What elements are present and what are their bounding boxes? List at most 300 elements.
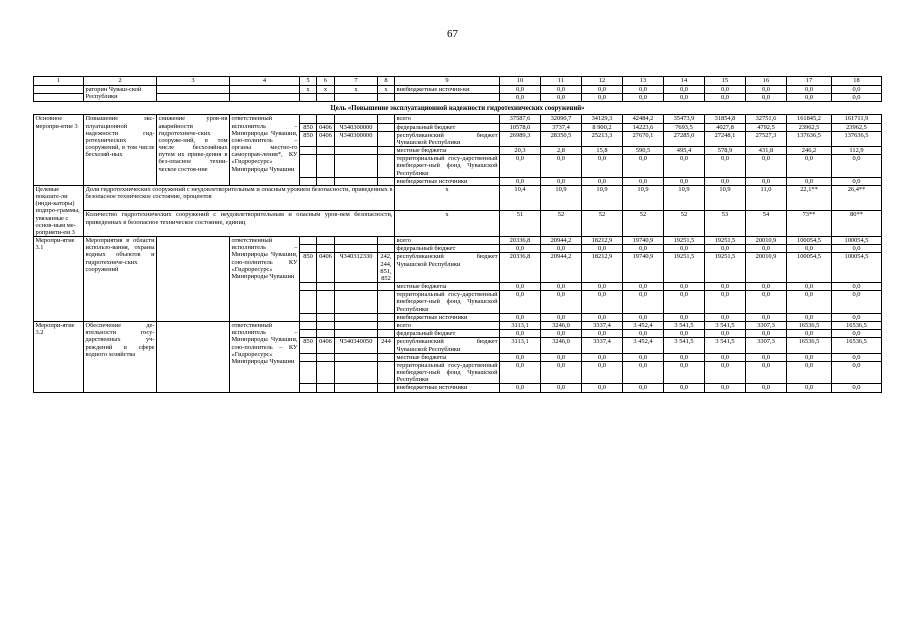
executor: ответственный исполнитель – Минприроды Чувашии, сою-полнитель – КУ «Гидроресурс» Минприроды Чувашии bbox=[230, 321, 300, 392]
budget-code bbox=[317, 291, 335, 314]
budget-code bbox=[317, 283, 335, 291]
budget-code bbox=[335, 147, 378, 155]
amount: 3 452,4 bbox=[623, 338, 664, 353]
budget-code bbox=[378, 313, 395, 321]
budget-code: 244 bbox=[378, 338, 395, 353]
amount: 0,0 bbox=[832, 94, 882, 102]
amount: 3 541,5 bbox=[705, 321, 746, 329]
amount: 0,0 bbox=[832, 283, 882, 291]
column-number: 9 bbox=[395, 77, 500, 86]
amount: 42484,2 bbox=[623, 115, 664, 123]
target-value: 10,9 bbox=[705, 185, 746, 211]
amount: 3113,1 bbox=[500, 338, 541, 353]
amount: 0,0 bbox=[500, 94, 541, 102]
amount: 20944,2 bbox=[541, 237, 582, 245]
amount: 3 541,5 bbox=[705, 338, 746, 353]
target-value: 10,9 bbox=[582, 185, 623, 211]
funding-source: внебюджетные источни-ки bbox=[395, 86, 500, 94]
amount: 0,0 bbox=[832, 353, 882, 361]
amount: 0,0 bbox=[623, 155, 664, 178]
table-cell bbox=[378, 94, 395, 102]
funding-source: внебюджетные источники bbox=[395, 313, 500, 321]
amount: 16536,5 bbox=[787, 338, 832, 353]
target-value: 10,9 bbox=[541, 185, 582, 211]
column-number: 11 bbox=[541, 77, 582, 86]
budget-code bbox=[378, 330, 395, 338]
amount: 20010,9 bbox=[746, 253, 787, 283]
amount: 16536,5 bbox=[787, 321, 832, 329]
measure-name: Повышение экс-плуатационной надежности гид-ротехнических сооружений, в том числе бесхозяй-ных bbox=[84, 115, 157, 186]
amount: 3307,3 bbox=[746, 321, 787, 329]
amount: 19251,5 bbox=[705, 237, 746, 245]
funding-source: республиканский бюджет Чувашской Республики bbox=[396, 131, 498, 146]
amount: 0,0 bbox=[500, 384, 541, 392]
amount: 0,0 bbox=[582, 245, 623, 253]
budget-code bbox=[300, 353, 317, 361]
table-row bbox=[34, 237, 882, 245]
budget-code: x bbox=[300, 86, 317, 94]
amount: 0,0 bbox=[582, 291, 623, 314]
column-number: 10 bbox=[500, 77, 541, 86]
funding-source: федеральный бюджет bbox=[395, 330, 500, 338]
budget-code bbox=[378, 123, 395, 131]
amount: 0,0 bbox=[832, 313, 882, 321]
budget-code bbox=[378, 384, 395, 392]
amount: 16536,5 bbox=[832, 321, 882, 329]
amount: 0,0 bbox=[746, 86, 787, 94]
amount: 4027,8 bbox=[705, 123, 746, 131]
budget-code bbox=[335, 245, 378, 253]
amount: 0,0 bbox=[746, 94, 787, 102]
target-value: 10,9 bbox=[664, 185, 705, 211]
target-value: 53 bbox=[705, 211, 746, 237]
amount: 0,0 bbox=[582, 86, 623, 94]
amount: 20,3 bbox=[500, 147, 541, 155]
table-cell bbox=[230, 94, 300, 102]
funding-source: всего bbox=[395, 321, 500, 329]
column-number: 8 bbox=[378, 77, 395, 86]
funding-source: внебюджетные источники bbox=[395, 177, 500, 185]
amount: 0,0 bbox=[623, 291, 664, 314]
amount: 25213,3 bbox=[582, 131, 623, 146]
amount: 0,0 bbox=[664, 245, 705, 253]
table-cell bbox=[317, 94, 335, 102]
amount: 19740,9 bbox=[623, 253, 664, 283]
amount: 0,0 bbox=[746, 177, 787, 185]
budget-code: 0406 bbox=[317, 123, 335, 131]
target-text: Количество гидротехнических сооружений с неудовлетворительным и опасным уров-нем безопасности, приведенных в безопасное техническое состояние, единиц bbox=[84, 211, 395, 237]
column-number: 6 bbox=[317, 77, 335, 86]
expected-result bbox=[157, 237, 230, 322]
budget-code bbox=[335, 115, 378, 123]
column-number: 3 bbox=[157, 77, 230, 86]
page-number: 67 bbox=[447, 28, 458, 40]
amount: 0,0 bbox=[705, 384, 746, 392]
budget-code bbox=[300, 321, 317, 329]
table-row bbox=[34, 321, 882, 329]
budget-code: x bbox=[378, 86, 395, 94]
amount: 3737,4 bbox=[541, 123, 582, 131]
target-value: 11,0 bbox=[746, 185, 787, 211]
budget-code bbox=[300, 155, 317, 178]
expected-result bbox=[157, 321, 230, 392]
amount: 0,0 bbox=[582, 177, 623, 185]
targets-label: Целевые показате-ли (инди-каторы) подпро-граммы, увязанные с основ-ным ме-роприяти-ем 3 bbox=[34, 185, 84, 236]
amount: 0,0 bbox=[705, 177, 746, 185]
budget-code: 0406 bbox=[317, 131, 335, 146]
amount: 0,0 bbox=[746, 291, 787, 314]
amount: 0,0 bbox=[705, 361, 746, 384]
budget-code bbox=[335, 313, 378, 321]
amount: 0,0 bbox=[623, 86, 664, 94]
amount: 0,0 bbox=[787, 361, 832, 384]
budget-code bbox=[300, 291, 317, 314]
amount: 0,0 bbox=[746, 155, 787, 178]
target-value: 80** bbox=[832, 211, 882, 237]
measure-type: Основное меропри-ятие 3 bbox=[34, 115, 84, 186]
amount: 0,0 bbox=[832, 155, 882, 178]
budget-code bbox=[317, 361, 335, 384]
amount: 0,0 bbox=[705, 155, 746, 178]
amount: 0,0 bbox=[787, 291, 832, 314]
amount: 0,0 bbox=[500, 361, 541, 384]
measure-name: раторин Чуваш-ской Республики bbox=[84, 86, 157, 102]
target-value: 10,9 bbox=[623, 185, 664, 211]
amount: 100054,5 bbox=[787, 253, 832, 283]
target-row bbox=[34, 211, 882, 237]
budget-code bbox=[300, 283, 317, 291]
budget-code bbox=[300, 237, 317, 245]
target-value: 73** bbox=[787, 211, 832, 237]
amount: 0,0 bbox=[664, 94, 705, 102]
goal-row bbox=[34, 102, 882, 115]
target-value: 52 bbox=[664, 211, 705, 237]
expected-result: снижение уров-ня аварийности гидротехниче-ских сооруже-ний, в том числе бесхозяйных путем их приве-дения в без-опасное техни-ческое состоя-ние bbox=[157, 115, 230, 186]
budget-code bbox=[378, 283, 395, 291]
budget-code: 850 bbox=[300, 123, 317, 131]
budget-code: 850 bbox=[300, 338, 317, 353]
amount: 495,4 bbox=[664, 147, 705, 155]
amount: 19251,5 bbox=[664, 237, 705, 245]
budget-code bbox=[335, 361, 378, 384]
amount: 137636,5 bbox=[832, 131, 882, 146]
amount: 27248,1 bbox=[705, 131, 746, 146]
amount: 14223,6 bbox=[623, 123, 664, 131]
amount: 3246,0 bbox=[541, 338, 582, 353]
amount: 0,0 bbox=[582, 283, 623, 291]
measure-type: Меропри-ятие 3.1 bbox=[34, 237, 84, 322]
amount: 0,0 bbox=[623, 283, 664, 291]
amount: 0,0 bbox=[500, 353, 541, 361]
amount: 18212,9 bbox=[582, 237, 623, 245]
amount: 0,0 bbox=[582, 384, 623, 392]
amount: 0,0 bbox=[787, 155, 832, 178]
table-cell bbox=[335, 94, 378, 102]
amount: 0,0 bbox=[664, 313, 705, 321]
amount: 0,0 bbox=[541, 361, 582, 384]
budget-code bbox=[378, 245, 395, 253]
amount: 0,0 bbox=[664, 291, 705, 314]
amount: 0,0 bbox=[541, 94, 582, 102]
amount: 37587,6 bbox=[500, 115, 541, 123]
amount: 0,0 bbox=[832, 384, 882, 392]
amount: 0,0 bbox=[746, 313, 787, 321]
amount: 0,0 bbox=[623, 177, 664, 185]
funding-source: местные бюджеты bbox=[395, 283, 500, 291]
amount: 112,9 bbox=[832, 147, 882, 155]
amount: 0,0 bbox=[787, 313, 832, 321]
amount: 0,0 bbox=[746, 283, 787, 291]
table-row bbox=[34, 94, 882, 102]
budget-code: 0406 bbox=[317, 338, 335, 353]
table-row bbox=[34, 86, 882, 94]
budget-code bbox=[317, 330, 335, 338]
amount: 0,0 bbox=[541, 384, 582, 392]
budget-code bbox=[317, 155, 335, 178]
amount: 0,0 bbox=[832, 177, 882, 185]
budget-code bbox=[300, 384, 317, 392]
amount: 0,0 bbox=[832, 245, 882, 253]
amount: 0,0 bbox=[582, 361, 623, 384]
budget-code: 242, 244, 851, 852 bbox=[378, 253, 395, 283]
budget-code bbox=[335, 321, 378, 329]
budget-code bbox=[335, 237, 378, 245]
amount: 0,0 bbox=[746, 330, 787, 338]
amount: 0,0 bbox=[623, 361, 664, 384]
amount: 0,0 bbox=[582, 313, 623, 321]
amount: 0,0 bbox=[623, 245, 664, 253]
amount: 7693,5 bbox=[664, 123, 705, 131]
column-number: 13 bbox=[623, 77, 664, 86]
column-number: 15 bbox=[705, 77, 746, 86]
amount: 0,0 bbox=[705, 94, 746, 102]
amount: 0,0 bbox=[832, 86, 882, 94]
budget-code bbox=[317, 353, 335, 361]
amount: 3 541,5 bbox=[664, 338, 705, 353]
table-cell bbox=[34, 94, 84, 102]
amount: 0,0 bbox=[832, 291, 882, 314]
amount: 19740,9 bbox=[623, 237, 664, 245]
amount: 0,0 bbox=[623, 313, 664, 321]
amount: 137636,5 bbox=[787, 131, 832, 146]
amount: 0,0 bbox=[664, 353, 705, 361]
budget-code bbox=[378, 353, 395, 361]
target-text: Доля гидротехнических сооружений с неудовлетворительным и опасным уровнем безопасности, приведенных в безопасное техническое состояние, процентов bbox=[84, 185, 395, 211]
budget-code bbox=[335, 353, 378, 361]
amount: 0,0 bbox=[500, 155, 541, 178]
budget-code bbox=[378, 131, 395, 146]
amount: 18212,9 bbox=[582, 253, 623, 283]
funding-source: всего bbox=[395, 237, 500, 245]
column-number: 1 bbox=[34, 77, 84, 86]
budget-code bbox=[378, 291, 395, 314]
budget-code bbox=[317, 245, 335, 253]
column-number: 12 bbox=[582, 77, 623, 86]
budget-code bbox=[335, 291, 378, 314]
amount: 27285,0 bbox=[664, 131, 705, 146]
amount: 0,0 bbox=[746, 353, 787, 361]
budget-code: Ч340312330 bbox=[335, 253, 378, 283]
amount: 100054,5 bbox=[787, 237, 832, 245]
budget-code bbox=[300, 147, 317, 155]
amount: 20010,9 bbox=[746, 237, 787, 245]
budget-code bbox=[335, 177, 378, 185]
amount: 0,0 bbox=[541, 330, 582, 338]
funding-source: территориальный госу-дарственный внебюджет-ный фонд Чувашской Республики bbox=[396, 155, 498, 177]
target-source: x bbox=[395, 185, 500, 211]
budget-code bbox=[378, 155, 395, 178]
amount: 0,0 bbox=[664, 384, 705, 392]
budget-code bbox=[317, 321, 335, 329]
amount: 0,0 bbox=[705, 283, 746, 291]
amount: 3307,3 bbox=[746, 338, 787, 353]
amount: 15,8 bbox=[582, 147, 623, 155]
amount: 16536,5 bbox=[832, 338, 882, 353]
amount: 3337,4 bbox=[582, 321, 623, 329]
budget-code bbox=[335, 330, 378, 338]
amount: 3337,4 bbox=[582, 338, 623, 353]
amount: 19251,5 bbox=[705, 253, 746, 283]
column-number: 2 bbox=[84, 77, 157, 86]
target-value: 52 bbox=[623, 211, 664, 237]
budget-code bbox=[378, 321, 395, 329]
amount: 0,0 bbox=[623, 384, 664, 392]
table-cell bbox=[34, 86, 84, 94]
amount: 8 900,2 bbox=[582, 123, 623, 131]
funding-source: республиканский бюджет Чувашской Республики bbox=[395, 253, 500, 283]
amount: 23962,5 bbox=[832, 123, 882, 131]
funding-source: республиканский бюджет Чувашской Республики bbox=[396, 338, 498, 353]
amount: 0,0 bbox=[541, 353, 582, 361]
amount: 100054,5 bbox=[832, 253, 882, 283]
amount: 0,0 bbox=[500, 330, 541, 338]
amount: 161845,2 bbox=[787, 115, 832, 123]
budget-table bbox=[33, 76, 882, 393]
amount: 0,0 bbox=[582, 353, 623, 361]
amount: 100054,5 bbox=[832, 237, 882, 245]
amount: 0,0 bbox=[664, 177, 705, 185]
amount: 0,0 bbox=[832, 330, 882, 338]
amount: 0,0 bbox=[787, 86, 832, 94]
amount: 2,8 bbox=[541, 147, 582, 155]
amount: 0,0 bbox=[541, 155, 582, 178]
funding-source: территориальный госу-дарственный внебюджет-ный фонд Чувашской Республики bbox=[396, 291, 498, 313]
target-value: 22,1** bbox=[787, 185, 832, 211]
amount: 0,0 bbox=[746, 361, 787, 384]
amount: 3 541,5 bbox=[664, 321, 705, 329]
measure-name: Мероприятия в области использо-вания, охраны водных объектов и гидротехниче-ских сооружений bbox=[84, 237, 157, 322]
funding-source: всего bbox=[395, 115, 500, 123]
table-cell bbox=[230, 86, 300, 94]
column-number: 17 bbox=[787, 77, 832, 86]
amount: 23962,5 bbox=[787, 123, 832, 131]
amount: 0,0 bbox=[582, 330, 623, 338]
amount: 27527,3 bbox=[746, 131, 787, 146]
amount: 0,0 bbox=[500, 283, 541, 291]
amount: 0,0 bbox=[832, 361, 882, 384]
amount: 0,0 bbox=[500, 245, 541, 253]
funding-source: местные бюджеты bbox=[395, 353, 500, 361]
funding-source: внебюджетные источники bbox=[395, 384, 500, 392]
budget-code bbox=[300, 115, 317, 123]
executor: ответственный исполнитель – Минприроды Чувашии, сою-полнитель – органы местно-го самоуправ-ления*, КУ «Гидроресурс» Минприроды Чувашии bbox=[230, 115, 300, 186]
amount: 0,0 bbox=[787, 283, 832, 291]
amount: 0,0 bbox=[500, 313, 541, 321]
amount: 0,0 bbox=[664, 361, 705, 384]
amount: 0,0 bbox=[500, 86, 541, 94]
budget-code bbox=[300, 330, 317, 338]
budget-code bbox=[335, 155, 378, 178]
target-value: 54 bbox=[746, 211, 787, 237]
amount: 0,0 bbox=[705, 86, 746, 94]
amount: 35473,9 bbox=[664, 115, 705, 123]
budget-code bbox=[335, 283, 378, 291]
budget-code bbox=[317, 313, 335, 321]
budget-code: Ч340340050 bbox=[335, 338, 378, 353]
target-value: 52 bbox=[582, 211, 623, 237]
funding-source: местные бюджеты bbox=[395, 147, 500, 155]
amount: 590,5 bbox=[623, 147, 664, 155]
amount: 3246,0 bbox=[541, 321, 582, 329]
amount: 32751,6 bbox=[746, 115, 787, 123]
amount: 0,0 bbox=[541, 86, 582, 94]
amount: 0,0 bbox=[623, 330, 664, 338]
amount: 0,0 bbox=[787, 384, 832, 392]
column-number: 18 bbox=[832, 77, 882, 86]
amount: 27670,1 bbox=[623, 131, 664, 146]
target-value: 51 bbox=[500, 211, 541, 237]
funding-source: территориальный госу-дарственный внебюджет-ный фонд Чувашской Республики bbox=[396, 361, 498, 384]
budget-code: 850 bbox=[300, 253, 317, 283]
target-row bbox=[34, 185, 882, 211]
amount: 0,0 bbox=[746, 245, 787, 253]
budget-code bbox=[378, 237, 395, 245]
table-cell bbox=[300, 94, 317, 102]
amount: 0,0 bbox=[541, 283, 582, 291]
amount: 0,0 bbox=[787, 353, 832, 361]
amount: 246,2 bbox=[787, 147, 832, 155]
budget-code bbox=[378, 361, 395, 384]
measure-type: Меропри-ятие 3.2 bbox=[34, 321, 84, 392]
budget-code: x bbox=[335, 86, 378, 94]
budget-code: 850 bbox=[300, 131, 317, 146]
amount: 0,0 bbox=[541, 177, 582, 185]
amount: 0,0 bbox=[705, 291, 746, 314]
amount: 10578,0 bbox=[500, 123, 541, 131]
header-row bbox=[34, 77, 882, 86]
amount: 0,0 bbox=[500, 177, 541, 185]
amount: 19251,5 bbox=[664, 253, 705, 283]
amount: 0,0 bbox=[623, 94, 664, 102]
budget-code bbox=[317, 147, 335, 155]
amount: 28350,5 bbox=[541, 131, 582, 146]
amount: 31854,8 bbox=[705, 115, 746, 123]
amount: 0,0 bbox=[664, 155, 705, 178]
amount: 0,0 bbox=[787, 177, 832, 185]
target-value: 10,4 bbox=[500, 185, 541, 211]
column-number: 14 bbox=[664, 77, 705, 86]
table-row bbox=[34, 115, 882, 123]
funding-source: федеральный бюджет bbox=[395, 123, 500, 131]
funding-source: федеральный бюджет bbox=[395, 245, 500, 253]
table-cell bbox=[157, 94, 230, 102]
amount: 0,0 bbox=[582, 94, 623, 102]
amount: 26989,3 bbox=[500, 131, 541, 146]
amount: 431,8 bbox=[746, 147, 787, 155]
budget-code: x bbox=[317, 86, 335, 94]
column-number: 7 bbox=[335, 77, 378, 86]
amount: 0,0 bbox=[746, 384, 787, 392]
